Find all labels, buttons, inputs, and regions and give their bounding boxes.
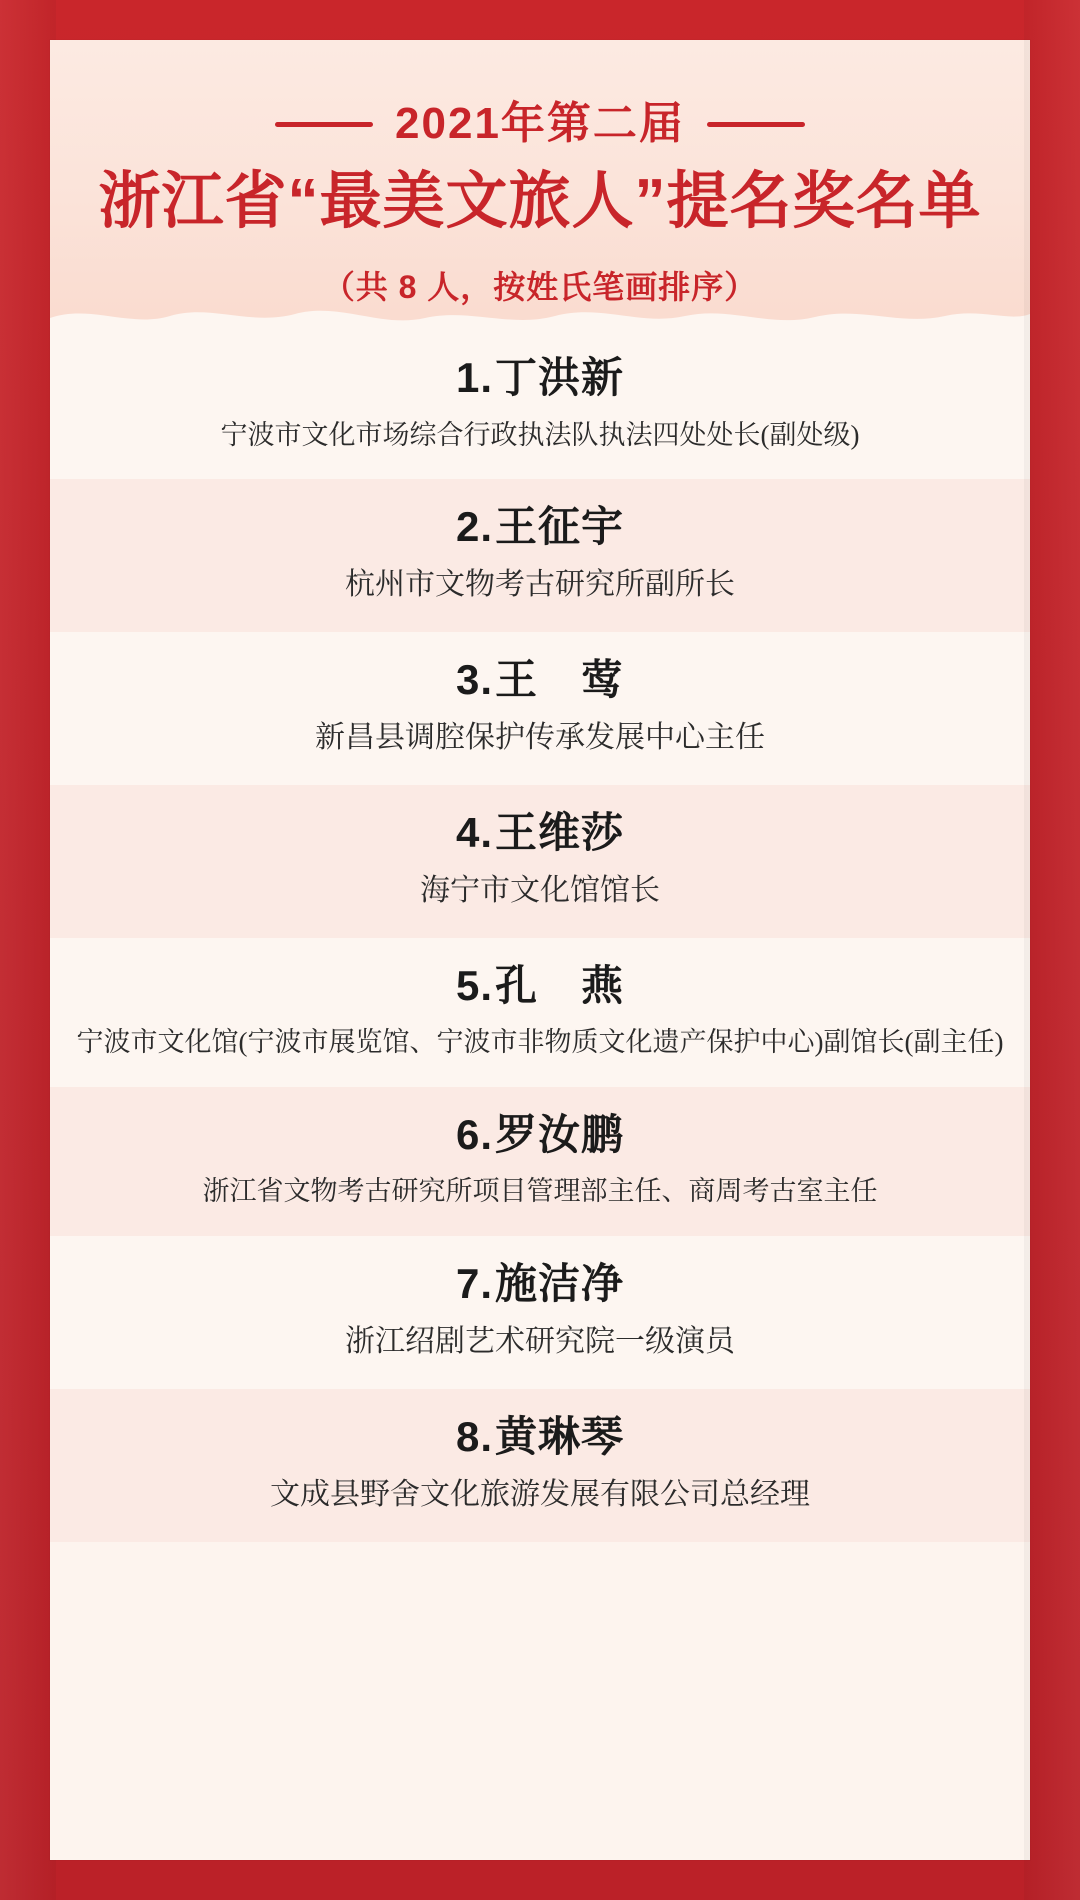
- nominee-name-row: [76, 501, 1004, 554]
- nominee-name-row: [76, 1109, 1004, 1162]
- list-item: [50, 938, 1030, 1087]
- kicker-text: 2021年第二届: [395, 99, 685, 148]
- list-item: [50, 1389, 1030, 1542]
- nominee-index: 7.: [455, 1259, 493, 1307]
- kicker-row: [50, 99, 1030, 148]
- list-item: [50, 1236, 1030, 1389]
- nominee-index: 8.: [455, 1412, 493, 1460]
- nominee-title: 文成县野舍文化旅游发展有限公司总经理: [270, 1478, 810, 1512]
- nominee-name-row: [76, 960, 1004, 1013]
- nominee-name: 王维莎: [495, 808, 625, 856]
- nominee-name-row: [76, 654, 1004, 707]
- nominee-name: 施洁净: [495, 1259, 625, 1307]
- list-item: [50, 479, 1030, 632]
- nominee-name: 罗汝鹏: [495, 1110, 625, 1158]
- nominee-name: 王 莺: [495, 655, 625, 703]
- nominee-title: 浙江绍剧艺术研究院一级演员: [345, 1325, 735, 1359]
- list-item: [50, 1087, 1030, 1236]
- nominee-name-row: [76, 1411, 1004, 1464]
- nominee-index: 1.: [455, 354, 493, 401]
- nominee-name-row: [76, 1258, 1004, 1311]
- poster-card: [50, 40, 1030, 1860]
- nominee-name-row: [76, 352, 1004, 405]
- right-rule-decoration: [707, 122, 805, 127]
- nominee-name: 王征宇: [495, 502, 625, 550]
- nominee-index: 3.: [455, 655, 493, 703]
- nominee-name-row: [76, 807, 1004, 860]
- page-subtitle: （共 8 人，按姓氏笔画排序）: [322, 269, 758, 306]
- left-rule-decoration: [275, 122, 373, 127]
- nominee-name: 孔 燕: [495, 961, 625, 1009]
- nominee-title: 新昌县调腔保护传承发展中心主任: [315, 721, 765, 755]
- list-item: [50, 330, 1030, 479]
- nominee-index: 2.: [455, 502, 493, 550]
- nominee-name: 丁洪新: [495, 354, 625, 401]
- nominee-title: 浙江省文物考古研究所项目管理部主任、商周考古室主任: [202, 1176, 878, 1207]
- nominee-title: 杭州市文物考古研究所副所长: [345, 568, 735, 602]
- nominee-index: 4.: [455, 808, 493, 856]
- nominee-title: 宁波市文化馆(宁波市展览馆、宁波市非物质文化遗产保护中心)副馆长(副主任): [76, 1027, 1004, 1058]
- nominee-name: 黄琳琴: [495, 1412, 625, 1460]
- list-item: [50, 785, 1030, 938]
- nominee-index: 5.: [455, 961, 493, 1009]
- poster-header: [50, 40, 1030, 330]
- list-item: [50, 632, 1030, 785]
- nominee-title: 宁波市文化市场综合行政执法队执法四处处长(副处级): [220, 419, 860, 450]
- torn-paper-divider: [50, 298, 1030, 332]
- page-title: 浙江省“最美文旅人”提名奖名单: [98, 167, 982, 236]
- nominee-title: 海宁市文化馆馆长: [420, 874, 660, 908]
- nominee-list: [50, 330, 1030, 1542]
- nominee-index: 6.: [455, 1110, 493, 1158]
